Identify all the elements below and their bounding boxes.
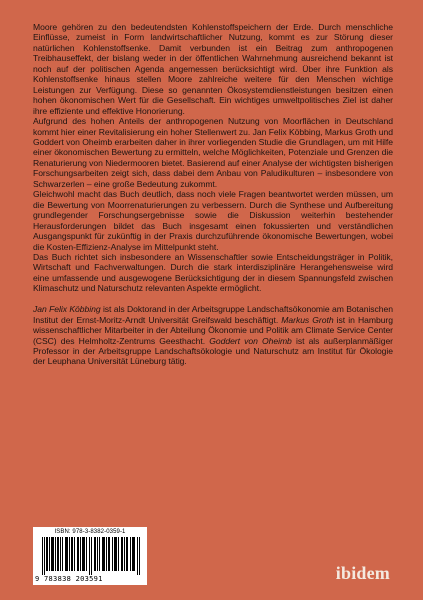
- blurb-text: [33, 22, 393, 367]
- ean-number: 9 783838 203591: [35, 575, 103, 583]
- author-bio-1: ist als Doktorand in der Arbeitsgruppe Landschaftsökonomie am Botanischen Institut der Ernst-Moritz-Arndt Universität Greifswald beschäftigt.: [33, 304, 393, 325]
- barcode-icon: [41, 537, 141, 575]
- barcode-box: [33, 527, 147, 585]
- author-name-3: Goddert von Oheimb: [209, 335, 292, 346]
- author-bios: [33, 304, 393, 367]
- blurb-paragraph-1: Moore gehören zu den bedeutendsten Kohlenstoffspeichern der Erde. Durch menschliche Einflüsse, zumeist in Form landwirtschaftlicher Nutzung, kommt es zur Störung dieser natürlichen Kohlenstoffsenke. Damit verbunden ist ein Beitrag zum anthropogenen Treibhauseffekt, der bislang weder in der öffentlichen Wahrnehmung ausreichend bekannt ist noch auf der politischen Agenda angemessen berücksichtigt wird. Über ihre Funktion als Kohlenstoffsenke hinaus stellen Moore zahlreiche weitere für den Menschen wichtige Leistungen zur Verfügung. Diese so genannten Ökosystemdienstleistungen besitzen einen hohen ökonomischen Wert für die Gesellschaft. Ein wichtiges umweltpolitisches Ziel ist daher ihre effiziente und effektive Honorierung.: [33, 22, 393, 116]
- author-name-1: Jan Felix Köbbing: [33, 304, 101, 315]
- publisher-logo: ibidem: [335, 563, 390, 583]
- author-bio-2: ist in Hamburg wissenschaftlicher Mitarbeiter in der Abteilung Ökonomie und Politik am Climate Service Center (CSC) des Helmholtz-Zentrums Geesthacht.: [33, 314, 393, 346]
- isbn-label: ISBN: 978-3-8382-0359-1: [54, 529, 126, 535]
- blurb-paragraph-2: Aufgrund des hohen Anteils der anthropogenen Nutzung von Moorflächen in Deutschland kommt hier einer Revitalisierung ein hoher Stellenwert zu. Jan Felix Köbbing, Markus Groth und Goddert von Oheimb erarbeiten daher in ihrer vorliegenden Studie die Grundlagen, um mit Hilfe einer ökonomischen Bewertung zu ermitteln, welche Möglichkeiten, Potenziale und Grenzen die Renaturierung von Niedermooren bietet. Basierend auf einer Analyse der wichtigsten bisherigen Forschungsarbeiten zeigt sich, dass dabei dem Anbau von Paludikulturen – insbesondere von Schwarzerlen – eine große Bedeutung zukommt.: [33, 116, 393, 189]
- author-bio-3: ist als außerplanmäßiger Professor in der Arbeitsgruppe Landschaftsökologie und Naturschutz am Institut für Ökologie der Leuphana Universität Lüneburg tätig.: [33, 335, 393, 367]
- blurb-paragraph-3: Gleichwohl macht das Buch deutlich, dass noch viele Fragen beantwortet werden müssen, um die Bewertung von Moorrenaturierungen zu verbessern. Durch die Synthese und Aufbereitung grundlegender Forschungsergebnisse sowie die Diskussion weiterhin bestehender Herausforderungen bildet das Buch insgesamt einen fokussierten und verständlichen Ausgangspunkt für zukünftig in der Praxis durchzuführende ökonomische Bewertungen, wobei die Kosten-Effizienz-Analyse im Mittelpunkt steht.: [33, 189, 393, 252]
- blurb-paragraph-4: Das Buch richtet sich insbesondere an Wissenschaftler sowie Entscheidungsträger in Politik, Wirtschaft und Fachverwaltungen. Durch die stark interdisziplinäre Herangehensweise wird eine umfassende und ausgewogene Berücksichtigung der in diesem Spannungsfeld zwischen Klimaschutz und Naturschutz relevanten Aspekte ermöglicht.: [33, 251, 393, 294]
- author-name-2: Markus Groth: [281, 314, 334, 325]
